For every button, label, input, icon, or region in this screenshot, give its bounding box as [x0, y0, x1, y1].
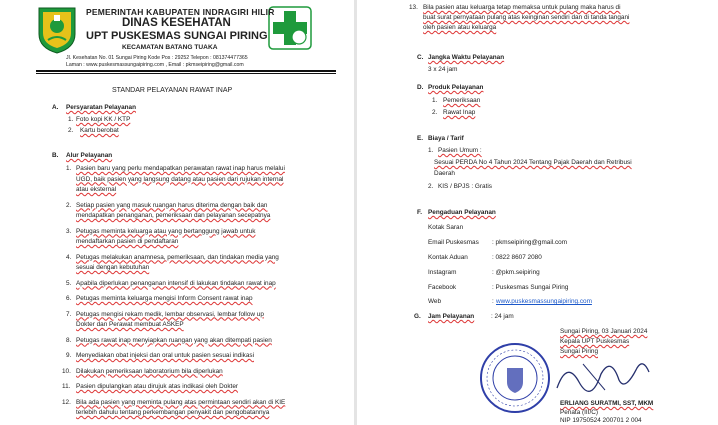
- list-item-line: atau eksternal: [76, 186, 117, 193]
- list-number: 2.: [66, 201, 72, 209]
- list-number: 2.: [68, 127, 74, 134]
- list-number: 11.: [62, 383, 71, 390]
- header-address: Jl. Kesehatan No. 01 Sungai Piring Kode Pos : 29252 Telepon : 081374477365: [66, 55, 248, 61]
- list-item-line: sesuai dengan kebutuhan: [76, 264, 150, 271]
- signer-name: ERLIANG SURATMI, SST, MKM: [560, 400, 654, 407]
- section-d-label: D.: [417, 84, 424, 91]
- list-number: 2.: [432, 109, 438, 116]
- list-number: 1.: [428, 147, 434, 154]
- section-g-label: G.: [414, 313, 421, 320]
- list-item-line: buat surat pernyataan pulang atas keinginan sendiri dan di tanda tangani: [423, 14, 630, 21]
- complaint-value: : Puskesmas Sungai Piring: [492, 284, 569, 291]
- section-b-title: Alur Pelayanan: [66, 152, 113, 159]
- list-number: 3.: [66, 227, 72, 235]
- complaint-value: : @pkm.seipiring: [492, 269, 540, 276]
- document-page-right: [357, 0, 718, 425]
- list-item: Kartu berobat: [80, 127, 119, 134]
- complaint-label: Kotak Saran: [428, 224, 464, 231]
- signer-nip: NIP 19750524 200701 2 004: [560, 417, 642, 424]
- signature-role: Sungai Piring: [560, 348, 599, 355]
- official-stamp-icon: [479, 342, 551, 414]
- list-item-line: Pasien dipulangkan atau dirujuk atas indikasi oleh Dokter: [76, 383, 238, 390]
- section-e-label: E.: [417, 135, 424, 142]
- service-hours: : 24 jam: [491, 313, 514, 320]
- list-item-line: Apabila diperlukan penanganan intensif di lakukan tindakan rawat inap: [76, 279, 276, 287]
- list-number: 13.: [409, 4, 418, 11]
- list-item-line: Pasien baru yang perlu mendapatkan perawatan rawat inap harus melalui: [76, 165, 285, 172]
- list-item: Pemeriksaan: [443, 97, 481, 104]
- section-a-label: A.: [52, 104, 59, 111]
- complaint-label: Web: [428, 298, 442, 305]
- list-item-line: Petugas rawat inap menyiapkan ruangan yang akan ditempati pasien: [76, 336, 272, 344]
- list-number: 8.: [66, 336, 72, 344]
- list-number: 1.: [68, 116, 74, 123]
- list-item-line: Petugas meminta keluarga atau yang bertanggung jawab untuk: [76, 227, 256, 235]
- list-number: 7.: [66, 310, 72, 318]
- list-item: KIS / BPJS : Gratis: [438, 183, 492, 190]
- tariff-detail: Sesuai PERDA No 4 Tahun 2024 Tentang Pajak Daerah dan Retribusi: [434, 159, 632, 166]
- section-e-title: Biaya / Tarif: [428, 135, 464, 142]
- section-d-title: Produk Pelayanan: [428, 84, 484, 91]
- section-b-label: B.: [52, 152, 59, 159]
- list-item-line: Bila ada pasien yang meminta pulang atas permintaan sendiri akan di KIE: [76, 398, 286, 406]
- regency-logo-icon: [36, 6, 78, 54]
- web-colon: :: [492, 298, 494, 305]
- service-duration: 3 x 24 jam: [428, 66, 458, 73]
- list-number: 12.: [62, 398, 71, 406]
- list-item: Rawat Inap: [443, 109, 476, 116]
- header-institution: UPT PUSKESMAS SUNGAI PIRING: [86, 30, 268, 42]
- list-item-line: terlebih dahulu tentang perkembangan penyakit dan pengobatannya: [76, 409, 270, 416]
- header-rule-thick: [36, 70, 336, 72]
- complaint-label: Kontak Aduan: [428, 254, 468, 261]
- list-item-line: mendaftarkan pasien di pendaftaran: [76, 238, 179, 245]
- document-title: STANDAR PELAYANAN RAWAT INAP: [112, 87, 233, 94]
- list-number: 2.: [428, 183, 434, 190]
- complaint-label: Email Puskesmas: [428, 239, 479, 246]
- list-item-line: Dokter dan Perawat membuat ASKEP: [76, 321, 184, 328]
- signature-role: Kepala UPT Puskesmas: [560, 338, 630, 345]
- list-item-line: UGD, baik pasien yang langsung datang atau pasien dari rujukan internal: [76, 175, 284, 183]
- list-number: 1.: [66, 165, 72, 172]
- list-item-line: mendapatkan penanganan, pemeriksaan dan pelayanan secepatnya: [76, 212, 271, 219]
- section-f-title: Pengaduan Pelayanan: [428, 209, 496, 216]
- complaint-label: Facebook: [428, 284, 457, 291]
- list-number: 5.: [66, 279, 72, 287]
- list-item: Foto kopi KK / KTP: [76, 116, 131, 123]
- list-item-line: Petugas meminta keluarga mengisi Inform Consent rawat inap: [76, 295, 253, 302]
- header-district: KECAMATAN BATANG TUAKA: [122, 44, 218, 51]
- list-item-line: Dilakukan pemeriksaan laboratorium bila diperlukan: [76, 367, 223, 375]
- complaint-value: : pkmseipiring@gmail.com: [492, 239, 568, 246]
- header-government: PEMERINTAH KABUPATEN INDRAGIRI HILIR: [86, 7, 275, 17]
- health-cross-logo-icon: [268, 6, 312, 50]
- tariff-detail: Daerah: [434, 170, 455, 177]
- document-page-left: [0, 0, 355, 425]
- list-number: 6.: [66, 295, 72, 302]
- list-item-line: Petugas melakukan anamnesa, pemeriksaan, dan tindakan media yang: [76, 253, 279, 261]
- list-item-line: Bila pasien atau keluarga tetap memaksa untuk pulang maka harus di: [423, 4, 621, 11]
- complaint-label: Instagram: [428, 269, 457, 276]
- list-item-line: Menyediakan obat injeksi dan oral untuk pasien sesuai indikasi: [76, 352, 254, 359]
- section-f-label: F.: [417, 209, 422, 216]
- section-c-label: C.: [417, 54, 424, 61]
- complaint-value: : 0822 8607 2080: [492, 254, 542, 261]
- section-a-title: Persyaratan Pelayanan: [66, 104, 136, 111]
- header-department: DINAS KESEHATAN: [122, 17, 231, 29]
- signature-place-date: Sungai Piring, 03 Januari 2024: [560, 328, 648, 335]
- section-g-title: Jam Pelayanan: [428, 313, 475, 320]
- list-item-line: Setiap pasien yang masuk ruangan harus diterima dengan baik dan: [76, 201, 268, 209]
- header-web-email: Laman : www.puskesmassungaipiring.com , Email : pkmseipiring@gmail.com: [66, 62, 244, 68]
- signer-rank: Penata (III/C): [560, 409, 599, 416]
- website-link[interactable]: www.puskesmassungaipiring.com: [496, 298, 592, 305]
- list-item-line: oleh pasien atau keluarga: [423, 24, 497, 31]
- list-number: 9.: [66, 352, 72, 359]
- signature-scribble-icon: [553, 352, 653, 398]
- header-rule-thin: [36, 73, 336, 74]
- section-c-title: Jangka Waktu Pelayanan: [428, 54, 505, 61]
- list-item: Pasien Umum :: [438, 147, 482, 154]
- list-number: 4.: [66, 253, 72, 261]
- list-number: 1.: [432, 97, 438, 104]
- list-number: 10.: [62, 367, 71, 375]
- list-item-line: Petugas mengisi rekam medik, lembar observasi, lembar follow up: [76, 310, 264, 318]
